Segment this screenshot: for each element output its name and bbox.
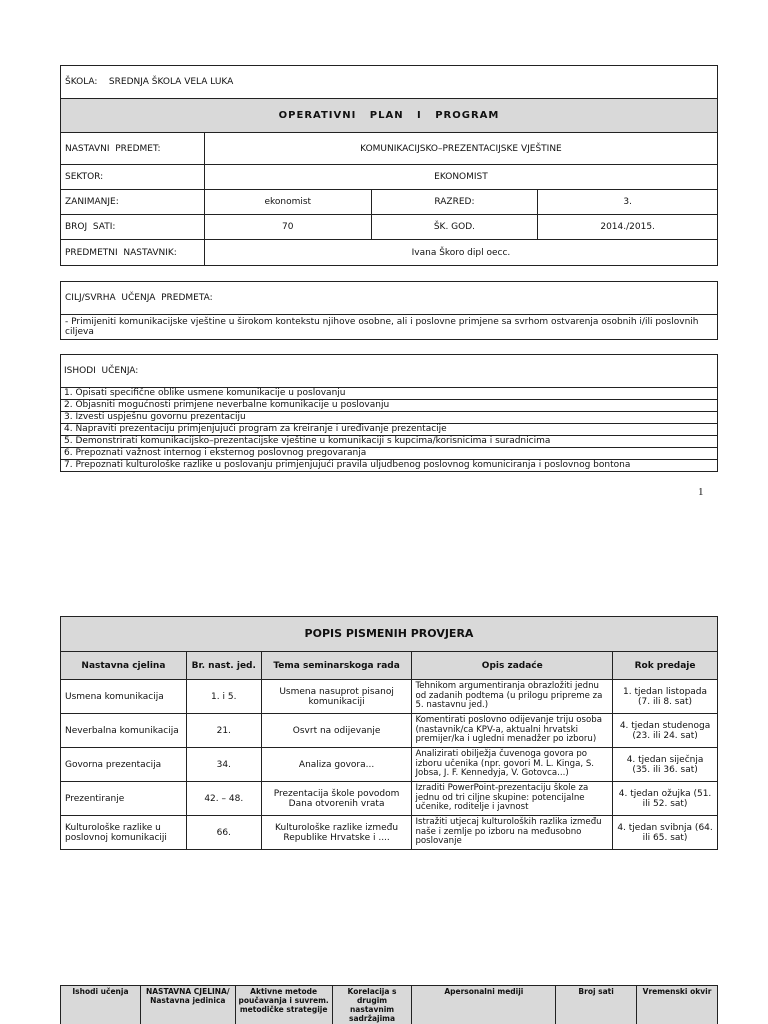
deadline-cell: 4. tjedan svibnja (64. ili 65. sat) — [613, 816, 718, 850]
outcome-item: 5. Demonstrirati komunikacijsko–prezentacijske vještine u komunikaciji s kupcima/korisnicima i suradnicima — [61, 436, 718, 448]
plan-columns-table — [60, 985, 718, 1024]
deadline-cell: 4. tjedan siječnja (35. ili 36. sat) — [613, 748, 718, 782]
description-cell: Komentirati poslovno odijevanje triju osoba (nastavnik/ca KPV-a, aktualni hrvatski premijer/ka i ugledni menadžer po izboru) — [412, 714, 613, 748]
table-row — [61, 748, 718, 782]
school-cell — [61, 66, 718, 99]
column-header: Br. nast. jed. — [186, 652, 261, 680]
plan-table — [60, 65, 718, 266]
column-header: Aktivne metode poučavanja i suvrem. metodičke strategije — [235, 986, 332, 1024]
assignments-title: POPIS PISMENIH PROVJERA — [61, 617, 718, 652]
topic-cell: Kulturološke razlike između Republike Hrvatske i .... — [261, 816, 412, 850]
topic-cell: Prezentacija škole povodom Dana otvorenih vrata — [261, 782, 412, 816]
description-cell: Istražiti utjecaj kulturoloških razlika između naše i zemlje po izboru na međusobno poslovanje — [412, 816, 613, 850]
page-number: 1 — [698, 486, 704, 498]
outcome-item: 7. Prepoznati kulturološke razlike u poslovanju primjenjujući pravila uljudbenog poslovnog komuniciranja i poslovnog bontona — [61, 460, 718, 472]
column-header: Rok predaje — [613, 652, 718, 680]
sector-label: SEKTOR: — [61, 165, 205, 190]
description-cell: Analizirati obilježja čuvenoga govora po izboru učenika (npr. govori M. L. Kinga, S. Jobsa, J. F. Kennedyja, V. Gotovca...) — [412, 748, 613, 782]
goal-text: - Primijeniti komunikacijske vještine u širokom kontekstu njihove osobne, ali i poslovne primjene sa svrhom ostvarenja osobnih i/ili poslovnih ciljeva — [61, 315, 718, 340]
goal-table — [60, 281, 718, 340]
subject-label: NASTAVNI PREDMET: — [61, 133, 205, 165]
deadline-cell: 4. tjedan ožujka (51. ili 52. sat) — [613, 782, 718, 816]
occupation-label: ZANIMANJE: — [61, 190, 205, 215]
outcome-item: 2. Objasniti mogućnosti primjene neverbalne komunikacije u poslovanju — [61, 400, 718, 412]
school-label: ŠKOLA: — [65, 77, 98, 87]
outcome-item: 4. Napraviti prezentaciju primjenjujući program za kreiranje i uređivanje prezentacije — [61, 424, 718, 436]
school-name: SREDNJA ŠKOLA VELA LUKA — [108, 77, 234, 87]
occupation-value: ekonomist — [204, 190, 371, 215]
column-header: Apersonalni mediji — [412, 986, 556, 1024]
hours-value: 70 — [204, 215, 371, 240]
hours-label: BROJ SATI: — [61, 215, 205, 240]
topic-cell: Usmena nasuprot pisanoj komunikaciji — [261, 680, 412, 714]
column-header: Korelacija s drugim nastavnim sadržajima — [332, 986, 412, 1024]
topic-cell: Analiza govora... — [261, 748, 412, 782]
table-row — [61, 782, 718, 816]
grade-value: 3. — [538, 190, 718, 215]
teacher-label: PREDMETNI NASTAVNIK: — [61, 240, 205, 266]
unit-cell: Prezentiranje — [61, 782, 187, 816]
outcome-item: 3. Izvesti uspješnu govornu prezentaciju — [61, 412, 718, 424]
column-header: Opis zadaće — [412, 652, 613, 680]
table-row — [61, 816, 718, 850]
outcomes-label: ISHODI UČENJA: — [61, 355, 718, 388]
unit-cell: Neverbalna komunikacija — [61, 714, 187, 748]
lesson-number-cell: 34. — [186, 748, 261, 782]
outcomes-table — [60, 354, 718, 472]
lesson-number-cell: 66. — [186, 816, 261, 850]
sector-value: EKONOMIST — [204, 165, 717, 190]
unit-cell: Govorna prezentacija — [61, 748, 187, 782]
assignments-table — [60, 616, 718, 850]
lesson-number-cell: 42. – 48. — [186, 782, 261, 816]
plan-title: OPERATIVNI PLAN I PROGRAM — [61, 99, 718, 133]
description-cell: Tehnikom argumentiranja obrazložiti jednu od zadanih podtema (u prilogu pripreme za 5. nastavnu jed.) — [412, 680, 613, 714]
column-header: Nastavna cjelina — [61, 652, 187, 680]
column-header: NASTAVNA CJELINA/ Nastavna jedinica — [140, 986, 235, 1024]
school-year-label: ŠK. GOD. — [371, 215, 538, 240]
deadline-cell: 1. tjedan listopada (7. ili 8. sat) — [613, 680, 718, 714]
column-header: Ishodi učenja — [61, 986, 141, 1024]
column-header: Tema seminarskoga rada — [261, 652, 412, 680]
grade-label: RAZRED: — [371, 190, 538, 215]
subject-value: KOMUNIKACIJSKO–PREZENTACIJSKE VJEŠTINE — [204, 133, 717, 165]
lesson-number-cell: 21. — [186, 714, 261, 748]
outcome-item: 6. Prepoznati važnost internog i eksternog poslovnog pregovaranja — [61, 448, 718, 460]
column-header: Broj sati — [556, 986, 637, 1024]
teacher-value: Ivana Škoro dipl oecc. — [204, 240, 717, 266]
unit-cell: Kulturološke razlike u poslovnoj komunikaciji — [61, 816, 187, 850]
table-row — [61, 714, 718, 748]
unit-cell: Usmena komunikacija — [61, 680, 187, 714]
deadline-cell: 4. tjedan studenoga (23. ili 24. sat) — [613, 714, 718, 748]
topic-cell: Osvrt na odijevanje — [261, 714, 412, 748]
goal-label: CILJ/SVRHA UČENJA PREDMETA: — [61, 282, 718, 315]
column-header: Vremenski okvir — [637, 986, 718, 1024]
description-cell: Izraditi PowerPoint-prezentaciju škole za jednu od tri ciljne skupine: potencijalne učenike, roditelje i javnost — [412, 782, 613, 816]
lesson-number-cell: 1. i 5. — [186, 680, 261, 714]
table-row — [61, 680, 718, 714]
outcome-item: 1. Opisati specifične oblike usmene komunikacije u poslovanju — [61, 388, 718, 400]
school-year-value: 2014./2015. — [538, 215, 718, 240]
